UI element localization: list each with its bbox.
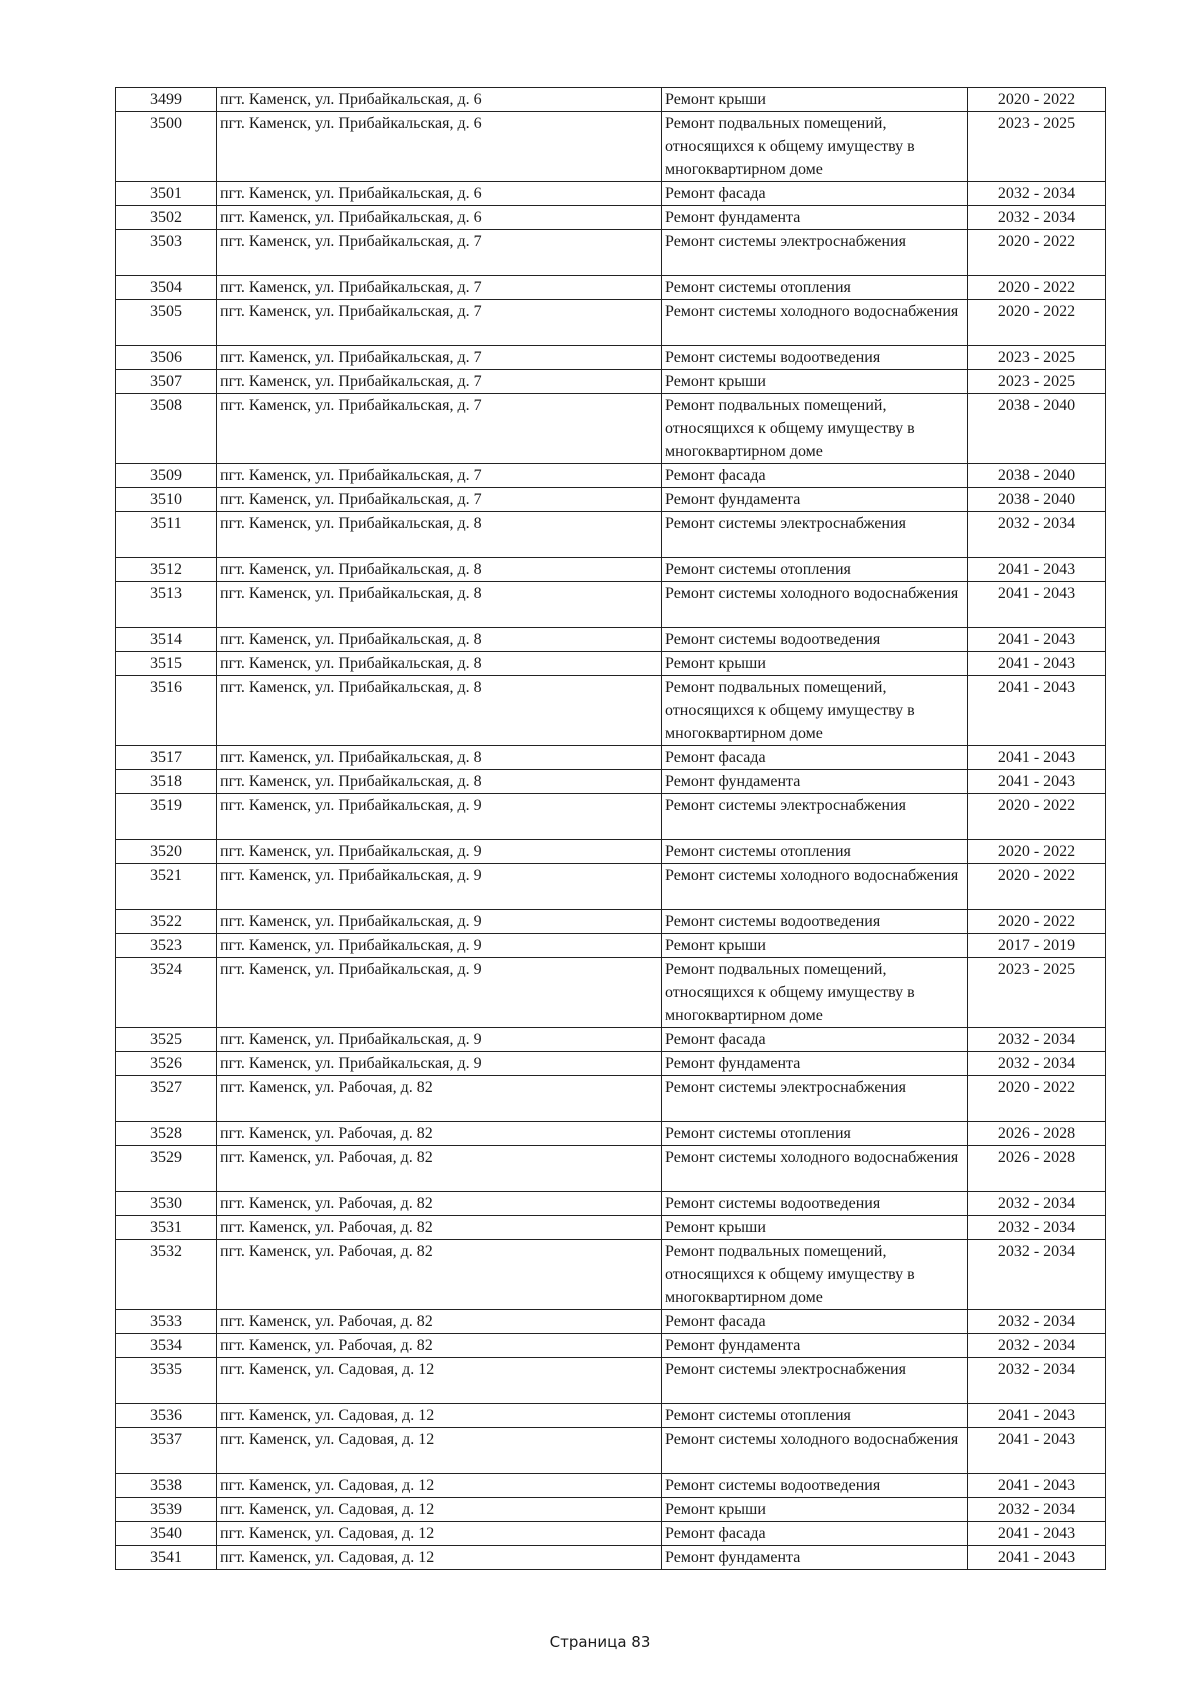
row-number-cell: 3507 xyxy=(116,370,217,394)
table-row xyxy=(116,464,1106,488)
period-cell: 2041 - 2043 xyxy=(968,746,1106,770)
row-number-cell: 3536 xyxy=(116,1404,217,1428)
row-number-cell: 3527 xyxy=(116,1076,217,1122)
period-cell: 2041 - 2043 xyxy=(968,1428,1106,1474)
work-type-cell: Ремонт подвальных помещений, относящихся к общему имуществу в многоквартирном доме xyxy=(662,394,968,464)
table-row xyxy=(116,346,1106,370)
period-cell: 2032 - 2034 xyxy=(968,1052,1106,1076)
work-type-cell: Ремонт крыши xyxy=(662,1216,968,1240)
work-type-cell: Ремонт системы отопления xyxy=(662,840,968,864)
table-row xyxy=(116,770,1106,794)
work-type-cell: Ремонт системы электроснабжения xyxy=(662,230,968,276)
row-number-cell: 3530 xyxy=(116,1192,217,1216)
work-type-cell: Ремонт крыши xyxy=(662,652,968,676)
table-row xyxy=(116,840,1106,864)
work-type-cell: Ремонт фундамента xyxy=(662,488,968,512)
period-cell: 2041 - 2043 xyxy=(968,1546,1106,1570)
row-number-cell: 3525 xyxy=(116,1028,217,1052)
period-cell: 2032 - 2034 xyxy=(968,512,1106,558)
table-row xyxy=(116,1076,1106,1122)
table-row xyxy=(116,1546,1106,1570)
work-type-cell: Ремонт системы водоотведения xyxy=(662,1474,968,1498)
row-number-cell: 3522 xyxy=(116,910,217,934)
period-cell: 2041 - 2043 xyxy=(968,1522,1106,1546)
row-number-cell: 3515 xyxy=(116,652,217,676)
work-type-cell: Ремонт системы холодного водоснабжения xyxy=(662,1146,968,1192)
work-type-cell: Ремонт системы электроснабжения xyxy=(662,512,968,558)
row-number-cell: 3517 xyxy=(116,746,217,770)
work-type-cell: Ремонт системы водоотведения xyxy=(662,1192,968,1216)
address-cell: пгт. Каменск, ул. Садовая, д. 12 xyxy=(217,1358,662,1404)
period-cell: 2041 - 2043 xyxy=(968,770,1106,794)
address-cell: пгт. Каменск, ул. Прибайкальская, д. 8 xyxy=(217,512,662,558)
work-type-cell: Ремонт подвальных помещений, относящихся к общему имуществу в многоквартирном доме xyxy=(662,112,968,182)
repair-schedule-table xyxy=(115,87,1106,1570)
row-number-cell: 3532 xyxy=(116,1240,217,1310)
address-cell: пгт. Каменск, ул. Прибайкальская, д. 9 xyxy=(217,864,662,910)
address-cell: пгт. Каменск, ул. Рабочая, д. 82 xyxy=(217,1146,662,1192)
address-cell: пгт. Каменск, ул. Прибайкальская, д. 9 xyxy=(217,934,662,958)
address-cell: пгт. Каменск, ул. Прибайкальская, д. 9 xyxy=(217,1028,662,1052)
address-cell: пгт. Каменск, ул. Садовая, д. 12 xyxy=(217,1428,662,1474)
row-number-cell: 3535 xyxy=(116,1358,217,1404)
work-type-cell: Ремонт крыши xyxy=(662,370,968,394)
table-row xyxy=(116,276,1106,300)
address-cell: пгт. Каменск, ул. Прибайкальская, д. 8 xyxy=(217,676,662,746)
period-cell: 2041 - 2043 xyxy=(968,676,1106,746)
address-cell: пгт. Каменск, ул. Прибайкальская, д. 8 xyxy=(217,558,662,582)
period-cell: 2020 - 2022 xyxy=(968,910,1106,934)
address-cell: пгт. Каменск, ул. Прибайкальская, д. 9 xyxy=(217,840,662,864)
address-cell: пгт. Каменск, ул. Прибайкальская, д. 7 xyxy=(217,488,662,512)
work-type-cell: Ремонт системы холодного водоснабжения xyxy=(662,864,968,910)
table-row xyxy=(116,628,1106,652)
row-number-cell: 3533 xyxy=(116,1310,217,1334)
row-number-cell: 3512 xyxy=(116,558,217,582)
address-cell: пгт. Каменск, ул. Рабочая, д. 82 xyxy=(217,1192,662,1216)
work-type-cell: Ремонт системы электроснабжения xyxy=(662,1358,968,1404)
period-cell: 2038 - 2040 xyxy=(968,394,1106,464)
work-type-cell: Ремонт системы водоотведения xyxy=(662,628,968,652)
table-row xyxy=(116,1334,1106,1358)
period-cell: 2020 - 2022 xyxy=(968,794,1106,840)
work-type-cell: Ремонт системы холодного водоснабжения xyxy=(662,300,968,346)
period-cell: 2032 - 2034 xyxy=(968,1192,1106,1216)
table-row xyxy=(116,794,1106,840)
period-cell: 2041 - 2043 xyxy=(968,628,1106,652)
table-row xyxy=(116,112,1106,182)
table-row xyxy=(116,864,1106,910)
row-number-cell: 3506 xyxy=(116,346,217,370)
table-row xyxy=(116,1358,1106,1404)
row-number-cell: 3539 xyxy=(116,1498,217,1522)
period-cell: 2041 - 2043 xyxy=(968,1474,1106,1498)
work-type-cell: Ремонт системы отопления xyxy=(662,558,968,582)
row-number-cell: 3516 xyxy=(116,676,217,746)
row-number-cell: 3524 xyxy=(116,958,217,1028)
table-row xyxy=(116,746,1106,770)
address-cell: пгт. Каменск, ул. Прибайкальская, д. 8 xyxy=(217,770,662,794)
period-cell: 2020 - 2022 xyxy=(968,864,1106,910)
period-cell: 2038 - 2040 xyxy=(968,464,1106,488)
table-row xyxy=(116,934,1106,958)
row-number-cell: 3537 xyxy=(116,1428,217,1474)
row-number-cell: 3541 xyxy=(116,1546,217,1570)
address-cell: пгт. Каменск, ул. Рабочая, д. 82 xyxy=(217,1334,662,1358)
row-number-cell: 3502 xyxy=(116,206,217,230)
work-type-cell: Ремонт системы отопления xyxy=(662,1404,968,1428)
period-cell: 2020 - 2022 xyxy=(968,840,1106,864)
table-row xyxy=(116,958,1106,1028)
work-type-cell: Ремонт системы электроснабжения xyxy=(662,1076,968,1122)
period-cell: 2038 - 2040 xyxy=(968,488,1106,512)
address-cell: пгт. Каменск, ул. Садовая, д. 12 xyxy=(217,1498,662,1522)
address-cell: пгт. Каменск, ул. Прибайкальская, д. 6 xyxy=(217,206,662,230)
period-cell: 2020 - 2022 xyxy=(968,230,1106,276)
address-cell: пгт. Каменск, ул. Садовая, д. 12 xyxy=(217,1522,662,1546)
address-cell: пгт. Каменск, ул. Прибайкальская, д. 8 xyxy=(217,582,662,628)
table-row xyxy=(116,182,1106,206)
address-cell: пгт. Каменск, ул. Прибайкальская, д. 9 xyxy=(217,958,662,1028)
table-row xyxy=(116,652,1106,676)
table-row xyxy=(116,488,1106,512)
period-cell: 2032 - 2034 xyxy=(968,1216,1106,1240)
address-cell: пгт. Каменск, ул. Прибайкальская, д. 8 xyxy=(217,652,662,676)
row-number-cell: 3534 xyxy=(116,1334,217,1358)
work-type-cell: Ремонт фундамента xyxy=(662,1052,968,1076)
table-row xyxy=(116,1216,1106,1240)
table-row xyxy=(116,582,1106,628)
row-number-cell: 3508 xyxy=(116,394,217,464)
table-row xyxy=(116,1240,1106,1310)
row-number-cell: 3540 xyxy=(116,1522,217,1546)
table-row xyxy=(116,1498,1106,1522)
address-cell: пгт. Каменск, ул. Рабочая, д. 82 xyxy=(217,1216,662,1240)
row-number-cell: 3503 xyxy=(116,230,217,276)
address-cell: пгт. Каменск, ул. Прибайкальская, д. 6 xyxy=(217,182,662,206)
work-type-cell: Ремонт системы холодного водоснабжения xyxy=(662,582,968,628)
address-cell: пгт. Каменск, ул. Рабочая, д. 82 xyxy=(217,1122,662,1146)
period-cell: 2023 - 2025 xyxy=(968,346,1106,370)
row-number-cell: 3500 xyxy=(116,112,217,182)
table-row xyxy=(116,1522,1106,1546)
table-row xyxy=(116,1404,1106,1428)
period-cell: 2032 - 2034 xyxy=(968,1240,1106,1310)
period-cell: 2023 - 2025 xyxy=(968,958,1106,1028)
period-cell: 2023 - 2025 xyxy=(968,112,1106,182)
address-cell: пгт. Каменск, ул. Прибайкальская, д. 9 xyxy=(217,1052,662,1076)
table-row xyxy=(116,1122,1106,1146)
period-cell: 2032 - 2034 xyxy=(968,1310,1106,1334)
work-type-cell: Ремонт крыши xyxy=(662,88,968,112)
table-row xyxy=(116,1052,1106,1076)
row-number-cell: 3526 xyxy=(116,1052,217,1076)
work-type-cell: Ремонт фасада xyxy=(662,182,968,206)
period-cell: 2020 - 2022 xyxy=(968,300,1106,346)
work-type-cell: Ремонт фундамента xyxy=(662,770,968,794)
work-type-cell: Ремонт системы водоотведения xyxy=(662,346,968,370)
table-row xyxy=(116,558,1106,582)
row-number-cell: 3519 xyxy=(116,794,217,840)
row-number-cell: 3520 xyxy=(116,840,217,864)
table-row xyxy=(116,1192,1106,1216)
period-cell: 2032 - 2034 xyxy=(968,1498,1106,1522)
address-cell: пгт. Каменск, ул. Прибайкальская, д. 6 xyxy=(217,112,662,182)
period-cell: 2032 - 2034 xyxy=(968,182,1106,206)
period-cell: 2032 - 2034 xyxy=(968,1028,1106,1052)
work-type-cell: Ремонт фасада xyxy=(662,464,968,488)
row-number-cell: 3523 xyxy=(116,934,217,958)
row-number-cell: 3501 xyxy=(116,182,217,206)
row-number-cell: 3529 xyxy=(116,1146,217,1192)
row-number-cell: 3511 xyxy=(116,512,217,558)
work-type-cell: Ремонт подвальных помещений, относящихся к общему имуществу в многоквартирном доме xyxy=(662,958,968,1028)
work-type-cell: Ремонт фасада xyxy=(662,746,968,770)
table-row xyxy=(116,300,1106,346)
table-row xyxy=(116,676,1106,746)
row-number-cell: 3514 xyxy=(116,628,217,652)
period-cell: 2026 - 2028 xyxy=(968,1146,1106,1192)
period-cell: 2017 - 2019 xyxy=(968,934,1106,958)
work-type-cell: Ремонт подвальных помещений, относящихся к общему имуществу в многоквартирном доме xyxy=(662,1240,968,1310)
address-cell: пгт. Каменск, ул. Прибайкальская, д. 9 xyxy=(217,794,662,840)
row-number-cell: 3513 xyxy=(116,582,217,628)
period-cell: 2032 - 2034 xyxy=(968,1334,1106,1358)
period-cell: 2023 - 2025 xyxy=(968,370,1106,394)
address-cell: пгт. Каменск, ул. Садовая, д. 12 xyxy=(217,1546,662,1570)
table-row xyxy=(116,1146,1106,1192)
period-cell: 2041 - 2043 xyxy=(968,1404,1106,1428)
table-row xyxy=(116,206,1106,230)
work-type-cell: Ремонт системы отопления xyxy=(662,1122,968,1146)
table-row xyxy=(116,1028,1106,1052)
address-cell: пгт. Каменск, ул. Рабочая, д. 82 xyxy=(217,1240,662,1310)
table-row xyxy=(116,910,1106,934)
table-row xyxy=(116,512,1106,558)
row-number-cell: 3509 xyxy=(116,464,217,488)
table-row xyxy=(116,1474,1106,1498)
work-type-cell: Ремонт системы электроснабжения xyxy=(662,794,968,840)
table-body xyxy=(116,88,1106,1570)
address-cell: пгт. Каменск, ул. Прибайкальская, д. 8 xyxy=(217,628,662,652)
work-type-cell: Ремонт крыши xyxy=(662,1498,968,1522)
row-number-cell: 3521 xyxy=(116,864,217,910)
table-row xyxy=(116,370,1106,394)
address-cell: пгт. Каменск, ул. Прибайкальская, д. 7 xyxy=(217,300,662,346)
address-cell: пгт. Каменск, ул. Садовая, д. 12 xyxy=(217,1404,662,1428)
period-cell: 2041 - 2043 xyxy=(968,652,1106,676)
period-cell: 2020 - 2022 xyxy=(968,1076,1106,1122)
address-cell: пгт. Каменск, ул. Рабочая, д. 82 xyxy=(217,1310,662,1334)
row-number-cell: 3510 xyxy=(116,488,217,512)
work-type-cell: Ремонт фасада xyxy=(662,1522,968,1546)
work-type-cell: Ремонт системы отопления xyxy=(662,276,968,300)
address-cell: пгт. Каменск, ул. Прибайкальская, д. 6 xyxy=(217,88,662,112)
row-number-cell: 3505 xyxy=(116,300,217,346)
work-type-cell: Ремонт фасада xyxy=(662,1028,968,1052)
row-number-cell: 3531 xyxy=(116,1216,217,1240)
work-type-cell: Ремонт фундамента xyxy=(662,1546,968,1570)
period-cell: 2020 - 2022 xyxy=(968,276,1106,300)
row-number-cell: 3528 xyxy=(116,1122,217,1146)
period-cell: 2032 - 2034 xyxy=(968,206,1106,230)
address-cell: пгт. Каменск, ул. Прибайкальская, д. 7 xyxy=(217,230,662,276)
address-cell: пгт. Каменск, ул. Прибайкальская, д. 9 xyxy=(217,910,662,934)
page-number: Страница 83 xyxy=(549,1633,651,1651)
address-cell: пгт. Каменск, ул. Прибайкальская, д. 7 xyxy=(217,346,662,370)
table-row xyxy=(116,230,1106,276)
address-cell: пгт. Каменск, ул. Прибайкальская, д. 8 xyxy=(217,746,662,770)
row-number-cell: 3499 xyxy=(116,88,217,112)
row-number-cell: 3538 xyxy=(116,1474,217,1498)
address-cell: пгт. Каменск, ул. Прибайкальская, д. 7 xyxy=(217,276,662,300)
address-cell: пгт. Каменск, ул. Рабочая, д. 82 xyxy=(217,1076,662,1122)
period-cell: 2020 - 2022 xyxy=(968,88,1106,112)
period-cell: 2026 - 2028 xyxy=(968,1122,1106,1146)
address-cell: пгт. Каменск, ул. Садовая, д. 12 xyxy=(217,1474,662,1498)
row-number-cell: 3504 xyxy=(116,276,217,300)
work-type-cell: Ремонт системы холодного водоснабжения xyxy=(662,1428,968,1474)
table-row xyxy=(116,1428,1106,1474)
work-type-cell: Ремонт подвальных помещений, относящихся к общему имуществу в многоквартирном доме xyxy=(662,676,968,746)
period-cell: 2041 - 2043 xyxy=(968,558,1106,582)
work-type-cell: Ремонт фундамента xyxy=(662,206,968,230)
table-row xyxy=(116,1310,1106,1334)
work-type-cell: Ремонт фасада xyxy=(662,1310,968,1334)
table-row xyxy=(116,394,1106,464)
address-cell: пгт. Каменск, ул. Прибайкальская, д. 7 xyxy=(217,394,662,464)
address-cell: пгт. Каменск, ул. Прибайкальская, д. 7 xyxy=(217,370,662,394)
period-cell: 2041 - 2043 xyxy=(968,582,1106,628)
period-cell: 2032 - 2034 xyxy=(968,1358,1106,1404)
address-cell: пгт. Каменск, ул. Прибайкальская, д. 7 xyxy=(217,464,662,488)
work-type-cell: Ремонт крыши xyxy=(662,934,968,958)
work-type-cell: Ремонт фундамента xyxy=(662,1334,968,1358)
table-row xyxy=(116,88,1106,112)
work-type-cell: Ремонт системы водоотведения xyxy=(662,910,968,934)
row-number-cell: 3518 xyxy=(116,770,217,794)
